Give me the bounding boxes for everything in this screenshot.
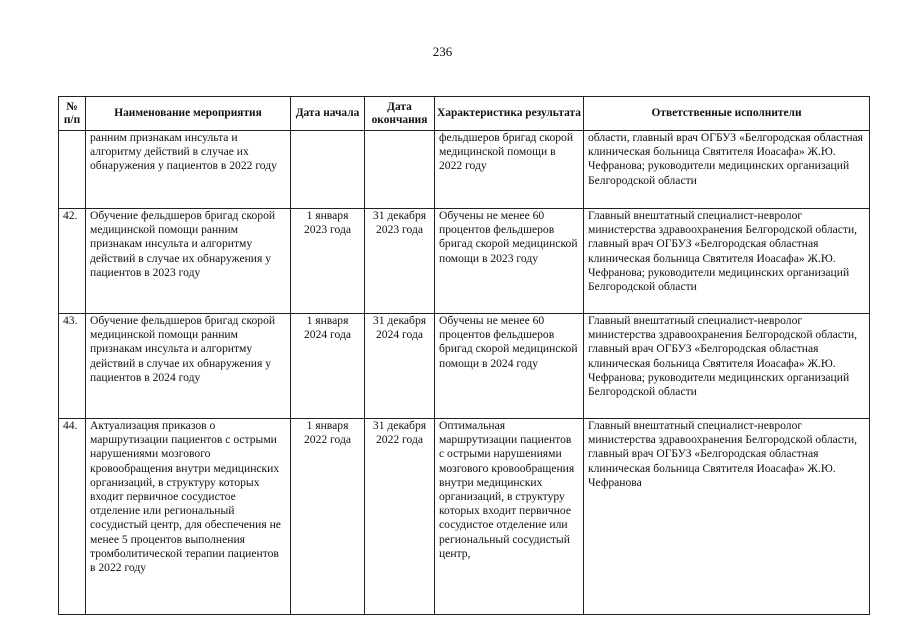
event-name: Актуализация приказов о маршрутизации пациентов с острыми нарушениями мозгового кровообращения внутри медицинских организаций, в структуру которых входит первичное сосудистое отделение или региональный сосудистый центр, для обеспечения не менее 5 процентов выполнения тромболитической терапии пациентов в 2022 году bbox=[86, 419, 291, 615]
result-description: Оптимальная маршрутизации пациентов с острыми нарушениями мозгового кровообращения внутри медицинских организаций, в структуру которых входит первичное сосудистое отделение или региональный сосудистый центр, bbox=[435, 419, 584, 615]
row-number: 44. bbox=[59, 419, 86, 615]
table-row bbox=[59, 419, 870, 615]
page-number: 236 bbox=[432, 44, 453, 59]
header-name: Наименование мероприятия bbox=[86, 97, 291, 131]
header-result: Характеристика результата bbox=[435, 97, 584, 131]
row-number: 43. bbox=[59, 314, 86, 419]
responsible-persons: Главный внештатный специалист-невролог министерства здравоохранения Белгородской области, главный врач ОГБУЗ «Белгородская областная клиническая больница Святителя Иоасафа» Ж.Ю. Чефранова bbox=[584, 419, 870, 615]
header-start-date: Дата начала bbox=[291, 97, 365, 131]
responsible-persons: Главный внештатный специалист-невролог министерства здравоохранения Белгородской области, главный врач ОГБУЗ «Белгородская областная клиническая больница Святителя Иоасафа» Ж.Ю. Чефранова; руководители медицинских организаций Белгородской области bbox=[584, 314, 870, 419]
table-header-row bbox=[59, 97, 870, 131]
result-description: Обучены не менее 60 процентов фельдшеров бригад скорой медицинской помощи в 2024 году bbox=[435, 314, 584, 419]
header-responsible: Ответственные исполнители bbox=[584, 97, 870, 131]
row-number bbox=[59, 131, 86, 209]
event-name: Обучение фельдшеров бригад скорой медицинской помощи ранним признакам инсульта и алгоритму действий в случае их обнаружения у пациентов в 2023 году bbox=[86, 209, 291, 314]
event-name: Обучение фельдшеров бригад скорой медицинской помощи ранним признакам инсульта и алгоритму действий в случае их обнаружения у пациентов в 2024 году bbox=[86, 314, 291, 419]
table-row bbox=[59, 314, 870, 419]
start-date: 1 января 2023 года bbox=[291, 209, 365, 314]
start-date: 1 января 2024 года bbox=[291, 314, 365, 419]
end-date: 31 декабря 2024 года bbox=[365, 314, 435, 419]
responsible-persons: Главный внештатный специалист-невролог министерства здравоохранения Белгородской области, главный врач ОГБУЗ «Белгородская областная клиническая больница Святителя Иоасафа» Ж.Ю. Чефранова; руководители медицинских организаций Белгородской области bbox=[584, 209, 870, 314]
events-table bbox=[58, 96, 870, 615]
header-end-date: Дата окончания bbox=[365, 97, 435, 131]
end-date bbox=[365, 131, 435, 209]
header-num: № п/п bbox=[59, 97, 86, 131]
table-row bbox=[59, 131, 870, 209]
result-description: фельдшеров бригад скорой медицинской помощи в 2022 году bbox=[435, 131, 584, 209]
end-date: 31 декабря 2022 года bbox=[365, 419, 435, 615]
start-date: 1 января 2022 года bbox=[291, 419, 365, 615]
responsible-persons: области, главный врач ОГБУЗ «Белгородская областная клиническая больница Святителя Иоасафа» Ж.Ю. Чефранова; руководители медицинских организаций Белгородской области bbox=[584, 131, 870, 209]
end-date: 31 декабря 2023 года bbox=[365, 209, 435, 314]
start-date bbox=[291, 131, 365, 209]
event-name: ранним признакам инсульта и алгоритму действий в случае их обнаружения у пациентов в 2022 году bbox=[86, 131, 291, 209]
table-row bbox=[59, 209, 870, 314]
row-number: 42. bbox=[59, 209, 86, 314]
result-description: Обучены не менее 60 процентов фельдшеров бригад скорой медицинской помощи в 2023 году bbox=[435, 209, 584, 314]
